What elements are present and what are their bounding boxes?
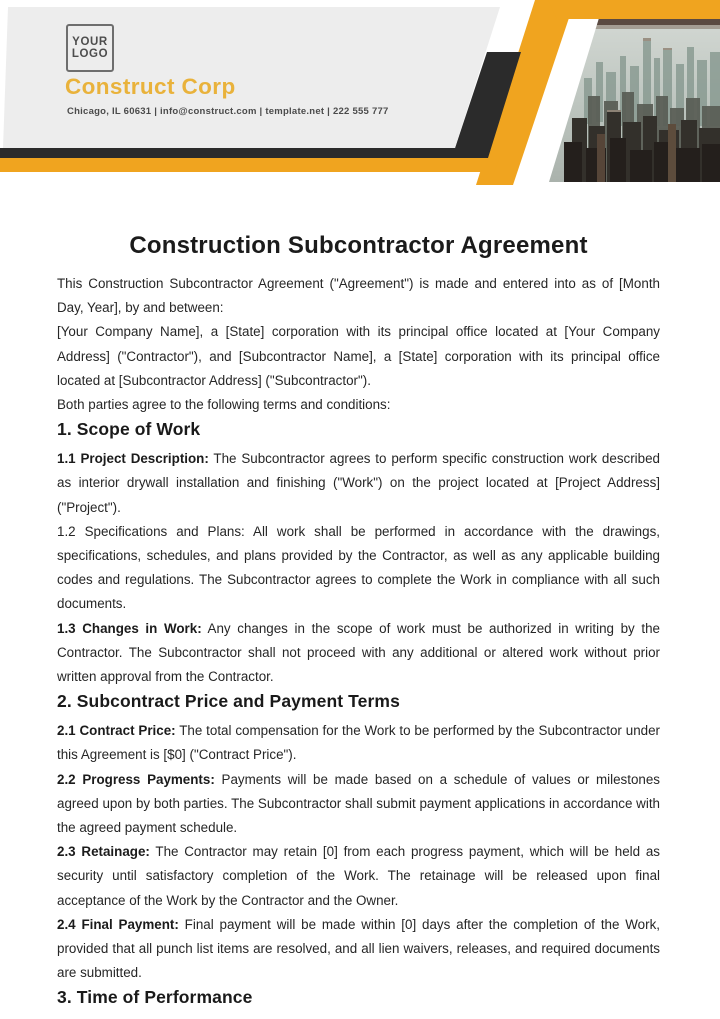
paragraph: 1.1 Project Description: The Subcontractor agrees to perform specific construction work described as interior drywall installation and finishing ("Work") on the project located at [Project Address] ("Project"). xyxy=(57,451,660,515)
skyline-photo xyxy=(540,18,720,182)
paragraph: 2.4 Final Payment: Final payment will be made within [0] days after the completion of the Work, provided that all punch list items are resolved, and all lien waivers, releases, and required documents are submitted. xyxy=(57,916,660,981)
document xyxy=(57,232,660,1015)
paragraph-lead: 2.3 Retainage: xyxy=(57,844,150,860)
paragraph-lead: 1.1 Project Description: xyxy=(57,451,209,467)
section-heading: 1. Scope of Work xyxy=(57,419,201,440)
section-heading: 2. Subcontract Price and Payment Terms xyxy=(57,691,400,712)
company-contact: Chicago, IL 60631 | info@construct.com | template.net | 222 555 777 xyxy=(67,106,389,117)
paragraph: This Construction Subcontractor Agreement ("Agreement") is made and entered into as of [Month Day, Year], by and between: xyxy=(57,276,660,316)
paragraph: 2.2 Progress Payments: Payments will be made based on a schedule of values or milestones agreed upon by both parties. The Subcontractor shall submit payment applications in accordance with the agreed payment schedule. xyxy=(57,771,660,836)
paragraph: 1.3 Changes in Work: Any changes in the scope of work must be authorized in writing by the Contractor. The Subcontractor shall not proceed with any additional or altered work without prior written approval from the Contractor. xyxy=(57,620,660,685)
logo-text-line2: LOGO xyxy=(71,48,109,60)
paragraph: Both parties agree to the following terms and conditions: xyxy=(57,397,391,413)
logo-box xyxy=(66,24,114,72)
paragraph-lead: 2.2 Progress Payments: xyxy=(57,771,215,787)
paragraph: [Your Company Name], a [State] corporation with its principal office located at [Your Company Address] ("Contractor"), and [Subcontractor Name], a [State] corporation with its principal office located at [Subcontractor Address] ("Subcontractor"). xyxy=(57,324,660,388)
company-name: Construct Corp xyxy=(65,74,236,99)
logo-text-line1: YOUR xyxy=(72,35,108,48)
paragraph: 2.3 Retainage: The Contractor may retain [0] from each progress payment, which will be held as security until satisfactory completion of the Work. The retainage will be released upon final acceptance of the Work by the Contractor and the Owner. xyxy=(57,844,660,908)
document-title: Construction Subcontractor Agreement xyxy=(129,232,588,259)
paragraph: 1.2 Specifications and Plans: All work shall be performed in accordance with the drawings, specifications, schedules, and plans provided by the Contractor, as well as any applicable building codes and regulations. The Subcontractor agrees to complete the Work in compliance with all such documents. xyxy=(57,523,660,612)
paragraph-lead: 1.3 Changes in Work: xyxy=(57,620,202,636)
paragraph: 2.1 Contract Price: The total compensation for the Work to be performed by the Subcontractor under this Agreement is [$0] ("Contract Price"). xyxy=(57,723,660,763)
paragraph-lead: 2.4 Final Payment: xyxy=(57,916,179,932)
paragraph-lead: 2.1 Contract Price: xyxy=(57,723,176,739)
document-body xyxy=(57,272,660,1007)
section-heading: 3. Time of Performance xyxy=(57,987,253,1008)
